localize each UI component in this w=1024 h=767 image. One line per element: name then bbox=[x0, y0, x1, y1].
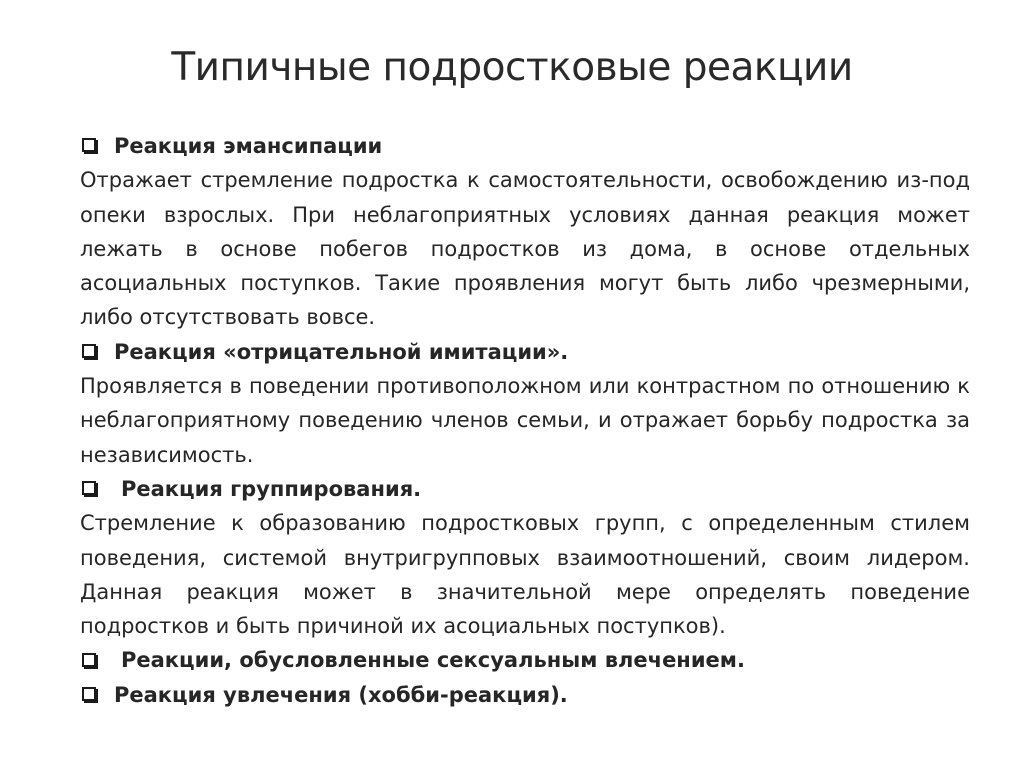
item-heading bbox=[80, 643, 970, 677]
item-heading-text: Реакция эмансипации bbox=[114, 134, 383, 158]
list-item-emancipation bbox=[80, 129, 970, 335]
item-description: Проявляется в поведении противоположном или контрастном по отношению к неблагоприятному поведению членов семьи, и отражает борьбу подростка за независимость. bbox=[80, 374, 970, 467]
item-description: Отражает стремление подростка к самостоятельности, освобождению из-под опеки взрослых. При неблагоприятных условиях данная реакция может лежать в основе побегов подростков из дома, в основе отдельных асоциальных поступков. Такие проявления могут быть либо чрезмерными, либо отсутствовать вовсе. bbox=[80, 168, 970, 330]
checkbox-bullet-icon bbox=[82, 481, 96, 495]
item-heading bbox=[80, 472, 970, 506]
checkbox-bullet-icon bbox=[82, 344, 96, 358]
item-heading bbox=[80, 335, 970, 369]
item-heading-text: Реакции, обусловленные сексуальным влечением. bbox=[121, 648, 745, 673]
item-heading-text: Реакция «отрицательной имитации». bbox=[114, 339, 569, 364]
item-heading bbox=[80, 129, 970, 163]
checkbox-bullet-icon bbox=[82, 138, 96, 152]
checkbox-bullet-icon bbox=[82, 687, 96, 701]
list-item-hobby bbox=[80, 678, 970, 712]
slide-content bbox=[80, 129, 970, 712]
item-description: Стремление к образованию подростковых групп, с определенным стилем поведения, системой внутригрупповых взаимоотношений, своим лидером. Данная реакция может в значительной мере определять поведение подростков и быть причиной их асоциальных поступков). bbox=[80, 511, 970, 639]
item-heading-text: Реакция увлечения (хобби-реакция). bbox=[114, 682, 568, 707]
list-item-negative-imitation bbox=[80, 335, 970, 472]
list-item-grouping bbox=[80, 472, 970, 643]
item-heading bbox=[80, 678, 970, 712]
item-heading-text: Реакция группирования. bbox=[121, 476, 422, 501]
slide-title: Типичные подростковые реакции bbox=[171, 45, 853, 90]
checkbox-bullet-icon bbox=[82, 653, 96, 667]
list-item-sexual bbox=[80, 643, 970, 677]
